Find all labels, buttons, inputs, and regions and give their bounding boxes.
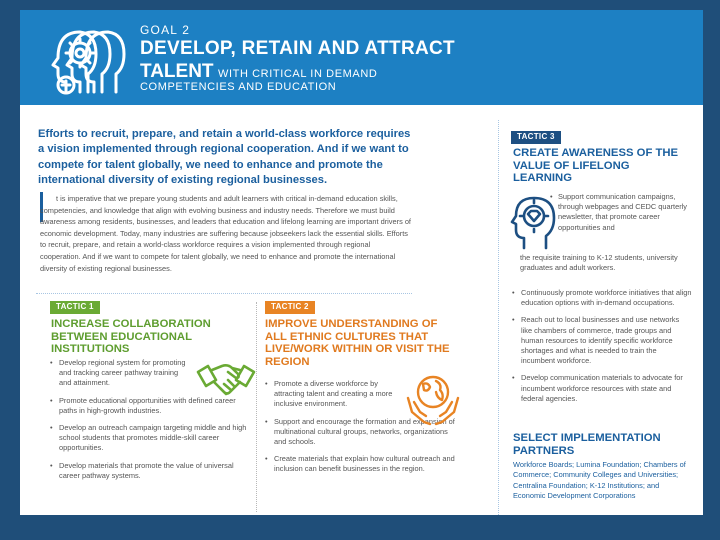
tactic2-tag: TACTIC 2 <box>265 301 315 314</box>
list-item: • Develop an outreach campaign targeting middle and high school students that promotes middle-skill career opportunities. <box>50 423 250 454</box>
goal-title-line3: COMPETENCIES AND EDUCATION <box>140 81 337 93</box>
goal-title-line2 <box>140 61 377 83</box>
intro-paragraph <box>40 193 412 274</box>
list-item: • Reach out to local businesses and use networks like chambers of commerce, trade groups and human resources to identify specific workforce shortages and what is needed to train the incumbent workforce. <box>512 315 692 366</box>
tactic3-first-bullet-continued: the requisite training to K-12 students, university graduates and adult workers. <box>520 253 678 273</box>
list-item: • Continuously promote workforce initiatives that align education options with in-demand occupations. <box>512 288 692 308</box>
gear-heads-icon <box>36 22 128 98</box>
list-item: • Develop communication materials to advocate for incumbent workforce resources with state and federal agencies. <box>512 373 692 404</box>
goal-page <box>20 10 703 515</box>
list-item: • Develop materials that promote the value of universal career pathway systems. <box>50 461 250 481</box>
goal-title-line1: DEVELOP, RETAIN AND ATTRACT <box>140 38 455 59</box>
list-item: • Create materials that explain how cultural outreach and inclusion can benefit businesses in the region. <box>265 454 460 474</box>
tactic1-tag: TACTIC 1 <box>50 301 100 314</box>
partners-heading: SELECT IMPLEMENTATION PARTNERS <box>513 432 661 457</box>
section-divider <box>36 293 412 294</box>
right-column-separator <box>498 120 499 515</box>
tactic3-bullets <box>512 288 692 411</box>
handshake-icon <box>196 354 256 406</box>
column-separator <box>256 302 257 512</box>
tactic1-heading: INCREASE COLLABORATION BETWEEN EDUCATIONAL INSTITUTIONS <box>51 318 211 356</box>
goal-number: GOAL 2 <box>140 23 191 37</box>
list-item: • Support and encourage the formation and expansion of multinational cultural groups, networks, organizations and schools. <box>265 417 460 448</box>
goal-title-subtitle: WITH CRITICAL IN DEMAND <box>217 68 378 80</box>
list-item: • Promote educational opportunities with defined career paths in high-growth industries. <box>50 396 250 416</box>
partners-list: Workforce Boards; Lumina Foundation; Chambers of Commerce; Community Colleges and Universities; Centralina Foundation; K-12 Institutions; and Economic Development Corporations <box>513 460 686 501</box>
globe-hands-icon <box>404 372 462 430</box>
intro-text: t is imperative that we prepare young students and adult learners with critical in-demand education skills, competencies, and knowledge that align with evolving business and industry needs. Therefore we must build awareness among residents, businesses, and leaders that education and lifelong learning are important drivers of economic development. Today, many industries are suffering because jobseekers lack the essential skills. Efforts to recruit, prepare, and retain a world-class workforce requires a vision implemented through regional cooperation. And if we want to compete for talent globally, we need to enhance and promote the international diversity of existing regional businesses. <box>40 194 411 273</box>
goal-banner <box>20 10 703 105</box>
head-diamond-icon <box>510 196 556 250</box>
tactic3-heading: CREATE AWARENESS OF THE VALUE OF LIFELONG LEARNING <box>513 147 679 185</box>
tactic3-tag: TACTIC 3 <box>511 131 561 144</box>
lead-paragraph: Efforts to recruit, prepare, and retain a world-class workforce requires a vision implemented through regional cooperation. And if we want to compete for talent globally, we need to enhance and promote the international diversity of existing regional businesses. <box>38 128 411 186</box>
tactic3-first-bullet: • Support communication campaigns, through webpages and CEDC quarterly newsletter, that promote career opportunities and <box>558 192 693 233</box>
list-item: • Promote a diverse workforce by attracting talent and creating a more inclusive environment. <box>265 379 403 410</box>
goal-title-talent: TALENT <box>140 61 214 82</box>
tactic2-heading: IMPROVE UNDERSTANDING OF ALL ETHNIC CULTURES THAT LIVE/WORK WITHIN OR VISIT THE REGION <box>265 318 450 368</box>
list-item: • Develop regional system for promoting and tracking career pathway training and attainment. <box>50 358 188 389</box>
